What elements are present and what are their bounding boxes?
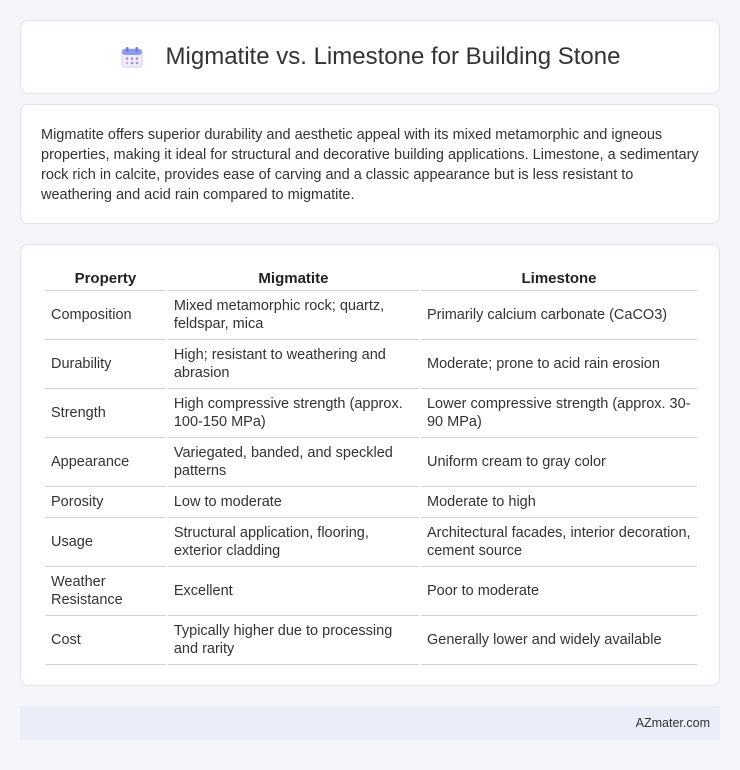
limestone-cell: Generally lower and widely available bbox=[421, 616, 697, 665]
migmatite-cell: Structural application, flooring, exterior cladding bbox=[168, 518, 419, 567]
migmatite-cell: Mixed metamorphic rock; quartz, feldspar, mica bbox=[168, 291, 419, 340]
table-row bbox=[45, 567, 697, 616]
page-title: Migmatite vs. Limestone for Building Stone bbox=[165, 43, 621, 70]
footer bbox=[20, 706, 720, 740]
property-cell: Strength bbox=[45, 389, 166, 438]
table-row bbox=[45, 291, 697, 340]
migmatite-cell: Typically higher due to processing and rarity bbox=[168, 616, 419, 665]
property-cell: Cost bbox=[45, 616, 166, 665]
migmatite-cell: Variegated, banded, and speckled patterns bbox=[168, 438, 419, 487]
limestone-cell: Moderate to high bbox=[421, 487, 697, 518]
table-header-row bbox=[45, 265, 697, 291]
title-wrap bbox=[120, 43, 621, 71]
table-row bbox=[45, 518, 697, 567]
property-cell: Weather Resistance bbox=[45, 567, 166, 616]
limestone-cell: Uniform cream to gray color bbox=[421, 438, 697, 487]
title-card bbox=[20, 20, 720, 94]
migmatite-cell: Excellent bbox=[168, 567, 419, 616]
limestone-cell: Poor to moderate bbox=[421, 567, 697, 616]
limestone-cell: Primarily calcium carbonate (CaCO3) bbox=[421, 291, 697, 340]
table-row bbox=[45, 487, 697, 518]
comparison-card bbox=[20, 244, 720, 686]
property-cell: Composition bbox=[45, 291, 166, 340]
comparison-table bbox=[43, 265, 699, 665]
limestone-cell: Architectural facades, interior decoration, cement source bbox=[421, 518, 697, 567]
limestone-cell: Lower compressive strength (approx. 30-90 MPa) bbox=[421, 389, 697, 438]
calendar-icon bbox=[120, 45, 144, 69]
limestone-cell: Moderate; prone to acid rain erosion bbox=[421, 340, 697, 389]
table-row bbox=[45, 616, 697, 665]
property-cell: Appearance bbox=[45, 438, 166, 487]
header-limestone: Limestone bbox=[421, 265, 697, 291]
table-row bbox=[45, 389, 697, 438]
property-cell: Porosity bbox=[45, 487, 166, 518]
intro-paragraph: Migmatite offers superior durability and aesthetic appeal with its mixed metamorphic and igneous properties, making it ideal for structural and decorative building applications. Limestone, a sedimentary rock rich in calcite, provides ease of carving and a classic appearance but is less resistant to weathering and acid rain compared to migmatite. bbox=[41, 127, 699, 203]
table-row bbox=[45, 340, 697, 389]
property-cell: Usage bbox=[45, 518, 166, 567]
migmatite-cell: Low to moderate bbox=[168, 487, 419, 518]
migmatite-cell: High; resistant to weathering and abrasion bbox=[168, 340, 419, 389]
property-cell: Durability bbox=[45, 340, 166, 389]
header-migmatite: Migmatite bbox=[168, 265, 419, 291]
intro-card bbox=[20, 104, 720, 224]
table-row bbox=[45, 438, 697, 487]
header-property: Property bbox=[45, 265, 166, 291]
footer-brand[interactable]: AZmater.com bbox=[635, 716, 710, 730]
migmatite-cell: High compressive strength (approx. 100-150 MPa) bbox=[168, 389, 419, 438]
